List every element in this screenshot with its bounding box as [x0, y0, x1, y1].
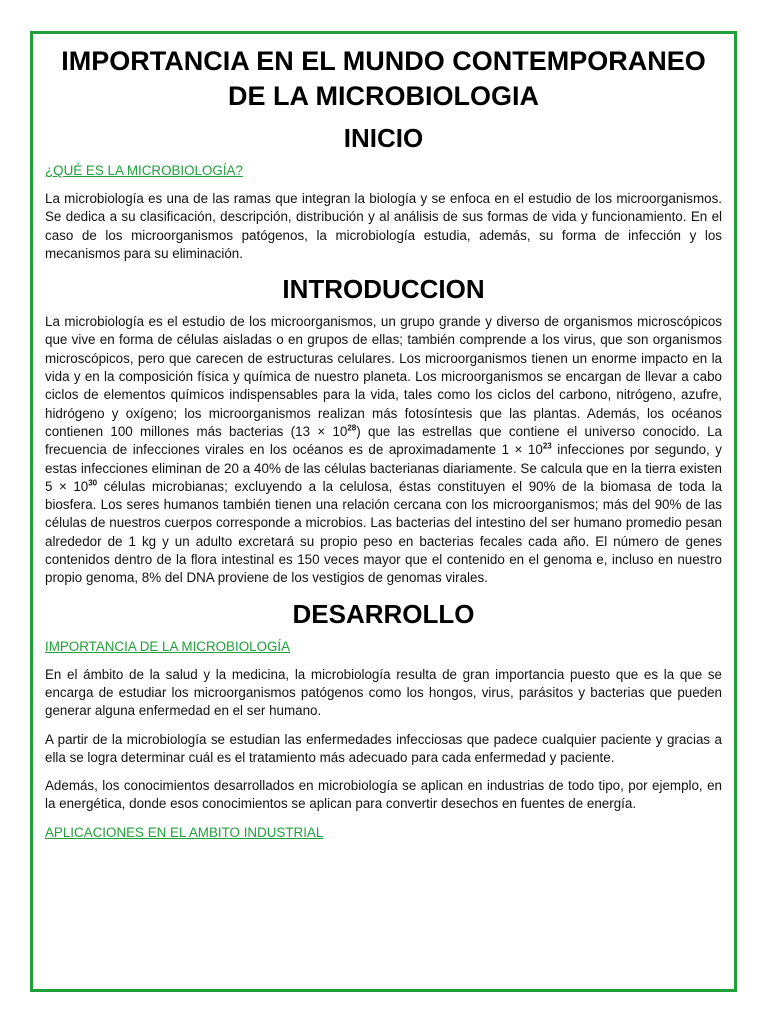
link-que-es-la-microbiologia[interactable]: ¿QUÉ ES LA MICROBIOLOGÍA? — [45, 163, 243, 178]
exponent-23: 23 — [542, 441, 552, 451]
paragraph-inicio: La microbiología es una de las ramas que integran la biología y se enfoca en el estudio de los microorganismos. Se dedica a su clasificación, descripción, distribución y al análisis de sus formas de vida y funcionamiento. En el caso de los microorganismos patógenos, la microbiología estudia, además, su forma de infección y los mecanismos para su eliminación. — [45, 191, 722, 261]
exponent-28: 28 — [347, 423, 357, 433]
intro-text-2: ) que las estrellas que contiene el universo conocido. La frecuencia de infecciones virales en los océanos es de aproximadamente 1 × 10 — [45, 423, 722, 458]
link-aplicaciones-industriales[interactable]: APLICACIONES EN EL AMBITO INDUSTRIAL — [45, 824, 324, 840]
paragraph-salud-medicina: En el ámbito de la salud y la medicina, la microbiología resulta de gran importancia puesto que es la que se encarga de estudiar los microorganismos patógenos como los hongos, virus, parásitos y bacterias que pueden generar alguna enfermedad en el ser humano. — [45, 666, 722, 719]
page-title: IMPORTANCIA EN EL MUNDO CONTEMPORANEO DE LA MICROBIOLOGIA — [61, 46, 706, 111]
paragraph-introduccion — [45, 313, 722, 587]
exponent-30: 30 — [88, 478, 98, 488]
paragraph-industrias: Además, los conocimientos desarrollados en microbiología se aplican en industrias de todo tipo, por ejemplo, en la energética, donde esos conocimientos se aplican para convertir desechos en fuentes de energía. — [45, 778, 722, 812]
link-importancia-de-la-microbiologia[interactable]: IMPORTANCIA DE LA MICROBIOLOGÍA — [45, 638, 291, 654]
heading-desarrollo: DESARROLLO — [292, 598, 475, 629]
heading-introduccion: INTRODUCCION — [282, 274, 485, 305]
document-page — [30, 31, 737, 992]
intro-text-3: infecciones por segundo, y estas infecciones eliminan de 20 a 40% de las células bacterianas diariamente. Se calcula que en la tierra existen 5 × 10 — [45, 442, 722, 494]
intro-text-4: células microbianas; excluyendo a la celulosa, éstas constituyen el 90% de la biomasa de toda la biosfera. Los seres humanos también tienen una relación cercana con los microorganismos; más del 90% de las células de nuestros cuerpos corresponde a microbios. Las bacterias del intestino del ser humano promedio pesan alrededor de 1 kg y un adulto excretará su propio peso en bacterias fecales cada año. El número de genes contenidos dentro de la flora intestinal es 150 veces mayor que el contenido en el genoma e, incluso en nuestro propio genoma, 8% del DNA proviene de los vestigios de genomas virales. — [45, 478, 722, 586]
paragraph-enfermedades-infecciosas: A partir de la microbiología se estudian las enfermedades infecciosas que padece cualquier paciente y gracias a ella se logra determinar cuál es el tratamiento más adecuado para cada enfermedad y paciente. — [45, 731, 722, 765]
document-content — [33, 34, 734, 842]
heading-inicio: INICIO — [343, 123, 424, 153]
intro-text-1: La microbiología es el estudio de los microorganismos, un grupo grande y diverso de organismos microscópicos que vive en forma de células aisladas o en grupos de ellas; también comprende a los virus, que son organismos microscópicos, pero que carecen de estructuras celulares. Los microorganismos tienen un enorme impacto en la vida y en la composición física y química de nuestro planeta. Los microorganismos se encargan de llevar a cabo ciclos de elementos químicos indispensables para la vida, tales como los ciclos del carbono, nitrógeno, azufre, hidrógeno y oxígeno; los microorganismos realizan más fotosíntesis que las plantas. Además, los océanos contienen 100 millones más bacterias (13 × 10 — [45, 314, 722, 439]
